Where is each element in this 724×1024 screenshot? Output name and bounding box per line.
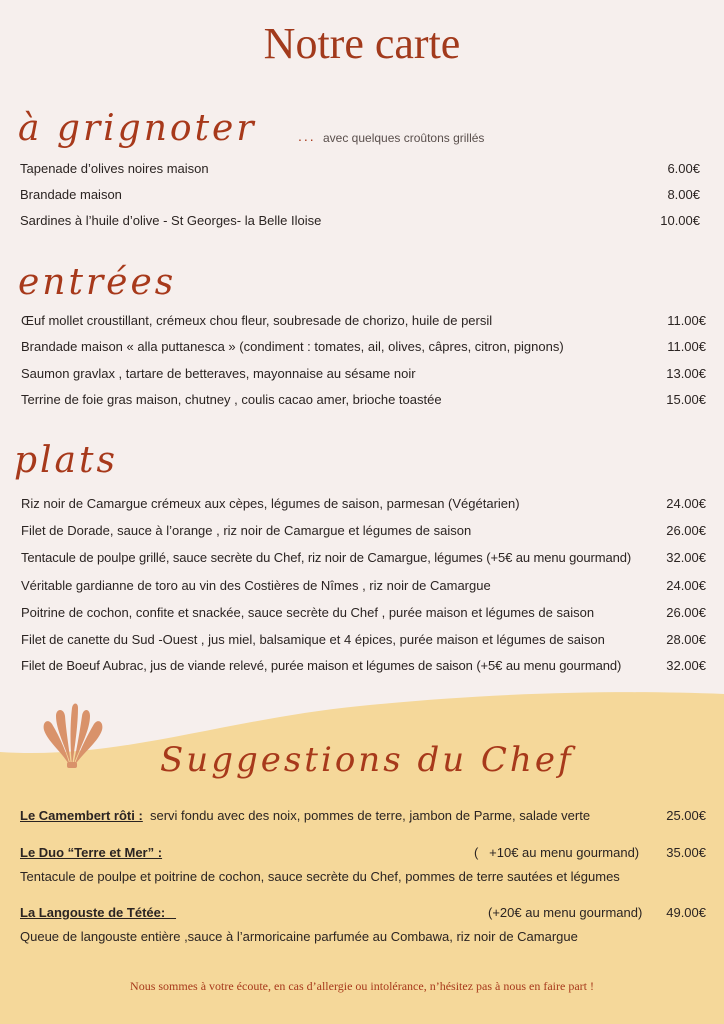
menu-item-name: Tapenade d’olives noires maison	[20, 161, 209, 176]
menu-item-name: Brandade maison	[20, 187, 122, 202]
suggestion-description: servi fondu avec des noix, pommes de terre, jambon de Parme, salade verte	[150, 808, 591, 823]
menu-item-name: Brandade maison « alla puttanesca » (condiment : tomates, ail, olives, câpres, citron, pignons)	[21, 339, 564, 354]
section-heading-grignoter: à grignoter	[18, 108, 257, 149]
menu-item-price: 15.00€	[666, 392, 706, 407]
menu-item-name: Œuf mollet croustillant, crémeux chou fleur, soubresade de chorizo, huile de persil	[21, 313, 493, 328]
heading-ellipsis: ...	[298, 128, 316, 144]
allergy-notice: Nous sommes à votre écoute, en cas d’allergie ou intolérance, n’hésitez pas à nous en faire part !	[130, 979, 594, 993]
section-heading-plats: plats	[14, 440, 118, 481]
suggestion-price: 49.00€	[666, 905, 706, 920]
menu-item-price: 13.00€	[666, 366, 706, 381]
menu-item-name: Filet de canette du Sud -Ouest , jus miel, balsamique et 4 épices, purée maison et légumes de saison	[21, 632, 605, 647]
menu-item-price: 6.00€	[667, 161, 700, 176]
suggestion-description: Queue de langouste entière ,sauce à l’armoricaine parfumée au Combawa, riz noir de Camargue	[20, 929, 578, 944]
suggestion-name: Le Camembert rôti :	[20, 808, 143, 823]
menu-item-name: Véritable gardianne de toro au vin des Costières de Nîmes , riz noir de Camargue	[21, 578, 491, 593]
shell-icon	[40, 700, 104, 770]
suggestion-name: Le Duo “Terre et Mer” :	[20, 845, 163, 860]
section-heading-suggestions: Suggestions du Chef	[160, 740, 574, 780]
menu-item-price: 28.00€	[666, 632, 706, 647]
menu-item-price: 26.00€	[666, 605, 706, 620]
menu-item-price: 32.00€	[666, 550, 706, 565]
suggestion-note: (+20€ au menu gourmand)	[488, 905, 643, 920]
menu-item-price: 8.00€	[667, 187, 700, 202]
suggestion-note: ( +10€ au menu gourmand)	[474, 845, 640, 860]
menu-item-price: 32.00€	[666, 658, 706, 673]
menu-item-price: 26.00€	[666, 523, 706, 538]
menu-item-name: Terrine de foie gras maison, chutney , coulis cacao amer, brioche toastée	[21, 392, 442, 407]
page-title: Notre carte	[263, 19, 461, 68]
suggestion-price: 25.00€	[666, 808, 706, 823]
menu-item-name: Filet de Boeuf Aubrac, jus de viande relevé, purée maison et légumes de saison (+5€ au menu gourmand)	[21, 658, 622, 673]
menu-item-price: 24.00€	[666, 578, 706, 593]
menu-item-price: 24.00€	[666, 496, 706, 511]
menu-item-name: Tentacule de poulpe grillé, sauce secrète du Chef, riz noir de Camargue, légumes (+5€ au menu gourmand)	[21, 550, 632, 565]
menu-item-name: Sardines à l’huile d’olive - St Georges- la Belle Iloise	[20, 213, 322, 228]
suggestion-description: Tentacule de poulpe et poitrine de cochon, sauce secrète du Chef, pommes de terre sautées et légumes	[20, 869, 620, 884]
menu-item-price: 11.00€	[667, 339, 706, 354]
menu-item-name: Riz noir de Camargue crémeux aux cèpes, légumes de saison, parmesan (Végétarien)	[21, 496, 520, 511]
menu-item-name: Filet de Dorade, sauce à l’orange , riz noir de Camargue et légumes de saison	[21, 523, 472, 538]
menu-item-name: Saumon gravlax , tartare de betteraves, mayonnaise au sésame noir	[21, 366, 416, 381]
suggestion-name: La Langouste de Tétée:	[20, 905, 177, 920]
menu-item-name: Poitrine de cochon, confite et snackée, sauce secrète du Chef , purée maison et légumes de saison	[21, 605, 595, 620]
section-subtitle: avec quelques croûtons grillés	[323, 131, 485, 145]
section-heading-entrees: entrées	[18, 262, 177, 303]
menu-item-price: 10.00€	[660, 213, 700, 228]
suggestion-price: 35.00€	[666, 845, 706, 860]
menu-item-price: 11.00€	[667, 313, 706, 328]
